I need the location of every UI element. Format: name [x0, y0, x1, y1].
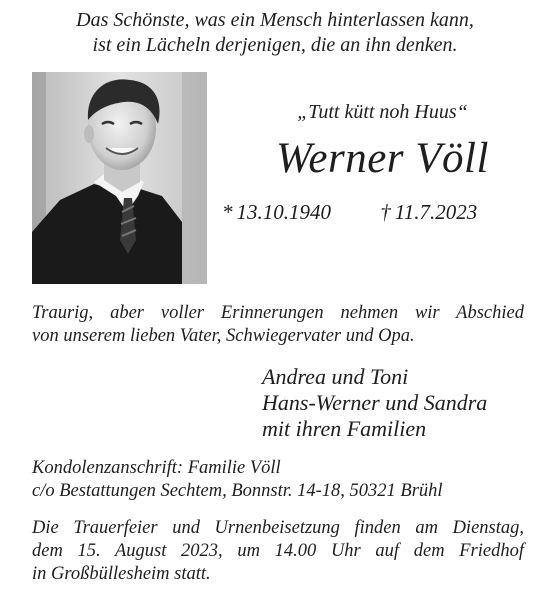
death-date-group	[380, 200, 477, 225]
birth-date-group	[222, 200, 331, 225]
funeral-line-3: in Großbüllesheim statt.	[32, 564, 211, 584]
death-symbol: †	[380, 200, 391, 224]
opening-quote	[0, 8, 550, 58]
portrait-photo	[32, 72, 207, 284]
mourning-text	[32, 302, 524, 348]
deceased-name: Werner Völl	[276, 135, 489, 182]
family-signature	[262, 364, 487, 442]
condolence-line-2: c/o Bestattungen Sechtem, Bonnstr. 14-18, 50321 Brühl	[32, 481, 443, 501]
life-dates	[222, 200, 477, 225]
mourning-line-2: von unserem lieben Vater, Schwiegervater und Opa.	[32, 326, 415, 346]
birth-symbol: *	[222, 200, 233, 224]
family-line-3: mit ihren Familien	[262, 416, 427, 441]
funeral-line-2: dem 15. August 2023, um 14.00 Uhr auf dem Friedhof	[32, 541, 524, 561]
mourning-line-1: Traurig, aber voller Erinnerungen nehmen wir Abschied	[32, 303, 524, 323]
motto: „Tutt kütt noh Huus“	[297, 101, 468, 123]
birth-date: 13.10.1940	[236, 200, 331, 224]
condolence-line-1: Kondolenzanschrift: Familie Völl	[32, 458, 281, 478]
quote-line-2: ist ein Lächeln derjenigen, die an ihn denken.	[92, 34, 458, 56]
condolence-address	[32, 457, 443, 503]
family-line-1: Andrea und Toni	[262, 364, 409, 389]
quote-line-1: Das Schönste, was ein Mensch hinterlassen kann,	[76, 9, 474, 31]
funeral-notice	[32, 517, 524, 586]
death-date: 11.7.2023	[394, 200, 478, 224]
family-line-2: Hans-Werner und Sandra	[262, 390, 488, 415]
funeral-line-1: Die Trauerfeier und Urnenbeisetzung finden am Dienstag,	[32, 518, 524, 538]
